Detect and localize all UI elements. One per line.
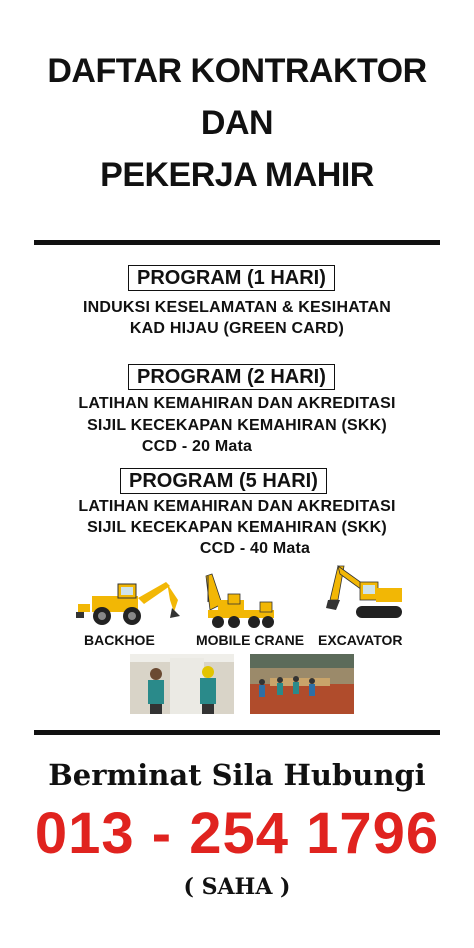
mobile-crane-icon <box>200 572 280 630</box>
training-photo-left <box>130 654 234 714</box>
excavator-label: EXCAVATOR <box>318 632 403 648</box>
phone-number: 013 - 254 1796 <box>34 801 440 866</box>
bottom-divider <box>34 730 440 735</box>
program-1-label: PROGRAM (1 HARI) <box>128 265 335 291</box>
contact-name: ( SAHA ) <box>183 874 291 900</box>
program-2-label: PROGRAM (2 HARI) <box>128 364 335 390</box>
backhoe-label: BACKHOE <box>84 632 155 648</box>
title-line-2: DAN <box>200 104 274 142</box>
program-3-line-2: SIJIL KECEKAPAN KEMAHIRAN (SKK) <box>87 519 387 536</box>
program-2-line-2: SIJIL KECEKAPAN KEMAHIRAN (SKK) <box>87 417 387 434</box>
program-2-line-3: CCD - 20 Mata <box>141 438 253 455</box>
training-photo-right <box>250 654 354 714</box>
program-3-line-1: LATIHAN KEMAHIRAN DAN AKREDITASI <box>78 498 396 515</box>
program-1-line-2: KAD HIJAU (GREEN CARD) <box>129 320 345 337</box>
contact-cta: Berminat Sila Hubungi <box>48 758 426 792</box>
program-1-line-1: INDUKSI KESELAMATAN & KESIHATAN <box>82 299 392 316</box>
mobile-crane-label: MOBILE CRANE <box>196 632 305 648</box>
program-3-label: PROGRAM (5 HARI) <box>120 468 327 494</box>
top-divider <box>34 240 440 245</box>
program-3-line-3: CCD - 40 Mata <box>199 540 311 557</box>
excavator-icon <box>322 560 406 626</box>
title-line-3: PEKERJA MAHIR <box>100 156 374 194</box>
backhoe-icon <box>74 578 184 628</box>
program-2-line-1: LATIHAN KEMAHIRAN DAN AKREDITASI <box>78 395 396 412</box>
title-line-1: DAFTAR KONTRAKTOR <box>47 52 427 90</box>
